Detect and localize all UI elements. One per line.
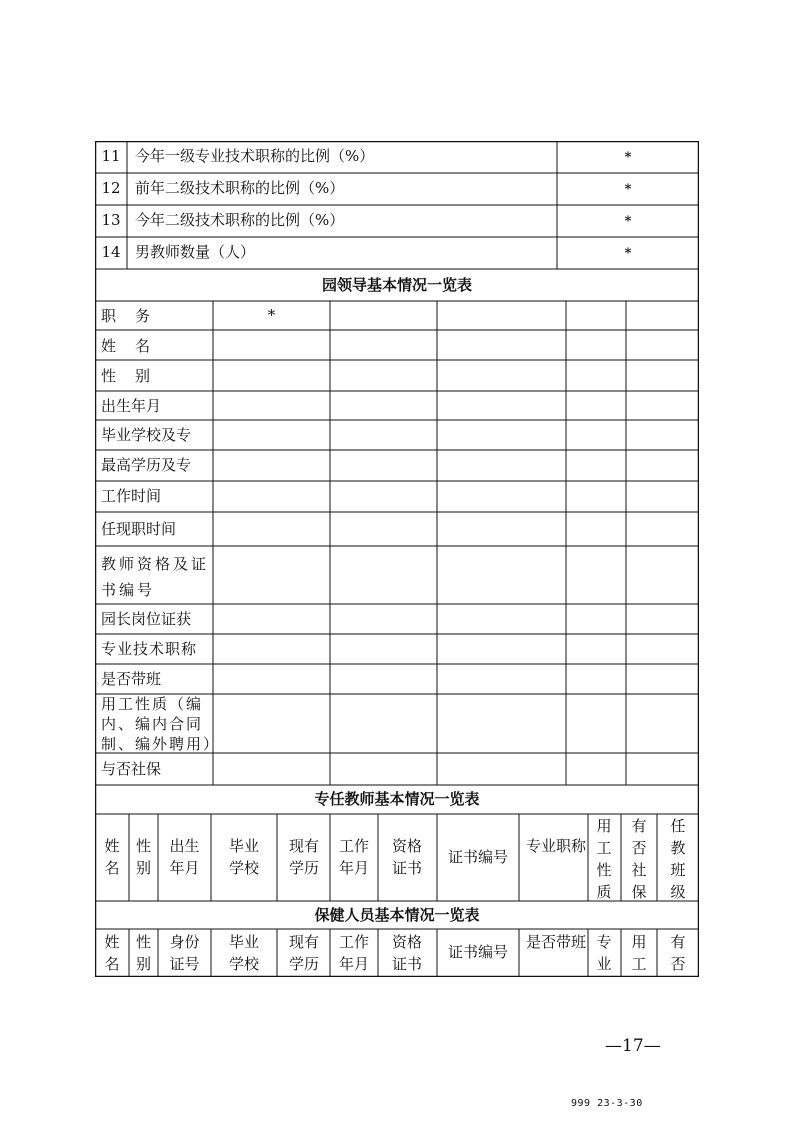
row-number: 12 [101,179,121,197]
health-header-id: 身份证号 [169,933,200,973]
leader-row-label: 是否带班 [101,670,162,688]
teacher-header-insurance: 有否社保 [631,817,647,901]
teacher-header-work-date: 工作年月 [338,837,369,877]
teacher-header-certificate: 资格证书 [391,837,422,877]
health-header-name: 姓名 [104,933,120,973]
leader-row-label: 任现职时间 [101,520,177,538]
leader-row-label: 园长岗位证获 [101,610,192,628]
row-item: 前年二级技术职称的比例（%） [135,179,345,197]
row-value: * [624,182,632,197]
document-table [95,141,699,977]
health-header-education: 现有学历 [288,933,319,973]
health-header-gender: 性别 [135,933,151,973]
teacher-header-class: 任教班级 [670,817,686,901]
health-header-major: 专业 [596,933,612,973]
health-header-class: 是否带班 [525,933,586,951]
row-value: * [624,246,632,261]
teacher-header-gender: 性别 [135,837,151,877]
row-number: 11 [101,147,121,165]
leader-row-label: 工作时间 [101,487,162,505]
row-value: * [624,214,632,229]
row-number: 14 [101,243,121,261]
teacher-header-birth: 出生年月 [169,837,200,877]
leader-row-label: 教师资格及证书编号 [101,555,210,599]
section-title-health: 保健人员基本情况一览表 [314,906,480,924]
teacher-header-school: 毕业学校 [228,837,259,877]
leader-row-label: 姓 名 [101,337,153,355]
teacher-header-employment: 用工性质 [596,817,612,901]
print-stamp: 999 23-3-30 [571,1098,643,1109]
row-item: 男教师数量（人） [135,243,256,261]
row-item: 今年一级专业技术职称的比例（%） [135,147,375,165]
page-number: —17— [605,1036,661,1056]
health-header-certificate: 资格证书 [391,933,422,973]
health-header-cert-number: 证书编号 [447,943,508,961]
teacher-header-cert-number: 证书编号 [447,848,508,866]
health-header-insurance: 有否 [670,933,686,973]
row-value: * [624,150,632,165]
leader-row-label: 性 别 [101,367,153,385]
teacher-header-title: 专业职称 [525,837,586,855]
leader-row-label: 最高学历及专 [101,456,192,474]
row-number: 13 [101,211,121,229]
row-item: 今年二级技术职称的比例（%） [135,211,345,229]
section-title-leaders: 园领导基本情况一览表 [321,276,472,294]
health-header-school: 毕业学校 [228,933,259,973]
leader-row-label: 毕业学校及专 [101,426,192,444]
leader-star: * [267,306,276,324]
leader-row-label: 职 务 [101,307,153,325]
teacher-header-education: 现有学历 [288,837,319,877]
leader-row-label: 与否社保 [101,760,162,778]
health-header-employment: 用工 [631,933,647,973]
leader-row-label: 出生年月 [101,397,162,415]
teacher-header-name: 姓名 [104,837,120,877]
leader-row-label: 专业技术职称 [101,640,198,658]
section-title-teachers: 专任教师基本情况一览表 [314,790,480,808]
health-header-work-date: 工作年月 [338,933,369,973]
leader-row-label: 用工性质（编内、编内合同制、编外聘用） [101,695,221,753]
